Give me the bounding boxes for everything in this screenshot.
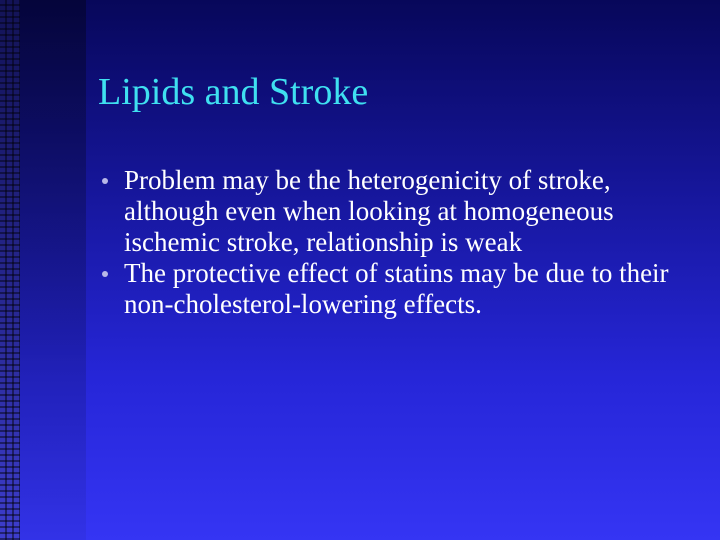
decorative-left-strip [0,0,20,540]
bullet-list [105,165,695,320]
bullet-text: Problem may be the heterogenicity of stroke, although even when looking at homogeneous ischemic stroke, relationship is weak [124,165,614,257]
bullet-dot-icon [102,178,108,184]
bullet-item [105,258,695,320]
bullet-text: The protective effect of statins may be due to their non-cholesterol-lowering effects. [124,258,669,319]
bullet-item [105,165,695,258]
decorative-left-band [20,0,86,540]
slide-title: Lipids and Stroke [98,71,369,113]
bullet-dot-icon [102,271,108,277]
